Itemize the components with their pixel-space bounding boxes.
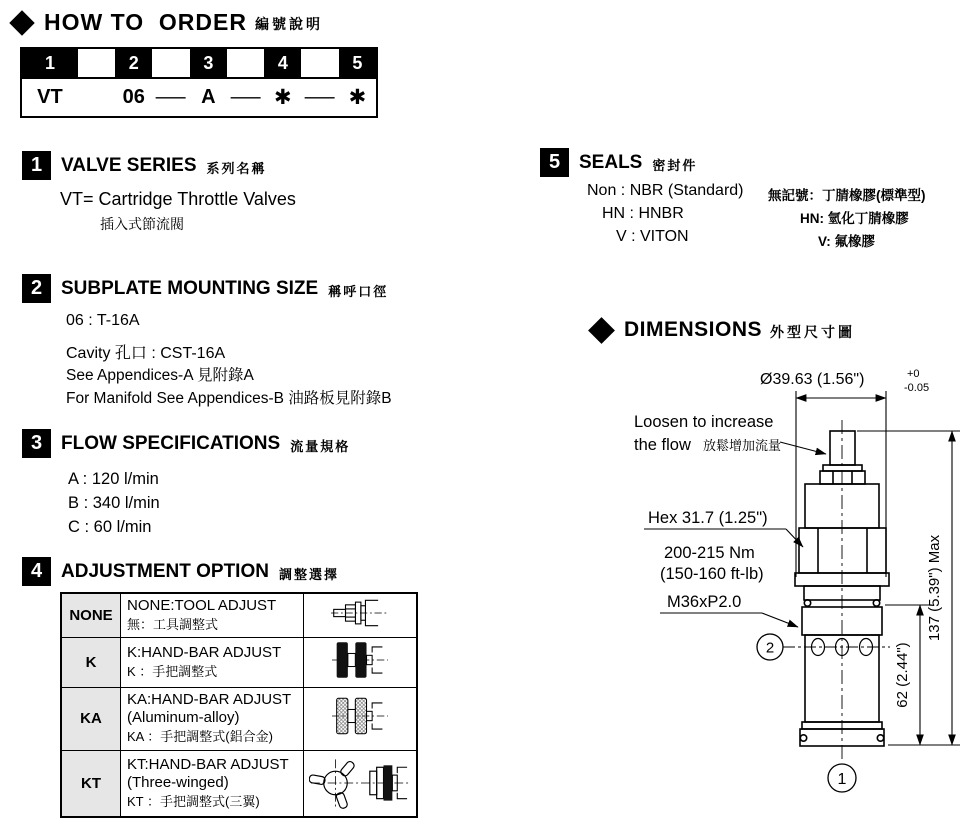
diameter-dimension xyxy=(760,368,929,577)
balloon-2 xyxy=(757,634,783,660)
valve-series-value: VT= Cartridge Throttle Valves xyxy=(60,189,296,209)
loosen-note-line2: the flow xyxy=(634,436,691,454)
loosen-note-line1: Loosen to increase xyxy=(634,413,774,431)
section-number-2: 2 xyxy=(22,274,51,303)
order-code-value-row xyxy=(22,79,376,116)
adjust-desc-line: KA:HAND-BAR ADJUST xyxy=(127,691,292,708)
code-box-4: 4 xyxy=(264,49,301,77)
dimensions-title-zh: 外型尺寸圖 xyxy=(770,323,856,340)
code-separator: — xyxy=(230,86,261,108)
adjust-desc-kt xyxy=(121,750,304,817)
mounting-size-line: 06 : T-16A xyxy=(66,312,140,329)
section-title-zh: 稱呼口徑 xyxy=(328,283,389,299)
adjust-icon-cell xyxy=(304,637,418,687)
code-gap xyxy=(78,79,115,116)
table-row xyxy=(61,637,417,687)
code-value-seal: ✱ xyxy=(348,86,367,109)
code-box-3: 3 xyxy=(190,49,227,77)
table-row xyxy=(61,593,417,637)
diamond-bullet-icon xyxy=(588,317,615,344)
adjust-desc-zh: KT ：手把調整式(三翼) xyxy=(127,793,260,809)
flow-a-line: A : 120 l/min xyxy=(68,470,159,488)
section-number-3: 3 xyxy=(22,429,51,458)
code-value-adjust: ✱ xyxy=(274,86,292,109)
hand-bar-aluminum-knob-icon xyxy=(332,693,388,739)
adjust-code-kt: KT xyxy=(61,750,121,817)
section-title-zh: 密封件 xyxy=(652,157,698,173)
flow-c-line: C : 60 l/min xyxy=(68,518,152,536)
cavity-line: Cavity 孔口 : CST-16A xyxy=(66,345,226,362)
hand-bar-knob-icon xyxy=(332,639,388,681)
dim-insert-length-label: 62 (2.44") xyxy=(894,642,911,708)
code-box-1: 1 xyxy=(22,49,78,77)
how-to-order-header xyxy=(8,9,323,36)
dim-tolerance-plus: +0 xyxy=(907,368,920,380)
section-number-4: 4 xyxy=(22,557,51,586)
torque-label-ftlb: (150-160 ft-lb) xyxy=(660,565,764,583)
seal-option-hnbr-zh: HN: 氫化丁腈橡膠 xyxy=(800,211,909,226)
section-title: FLOW SPECIFICATIONS xyxy=(61,432,281,454)
adjust-desc-k xyxy=(121,637,304,687)
flow-b-line: B : 340 l/min xyxy=(68,494,160,512)
adjust-desc-line: K:HAND-BAR ADJUST xyxy=(127,643,282,661)
balloon-2-number: 2 xyxy=(765,639,775,657)
section-number-5: 5 xyxy=(540,148,569,177)
tool-adjust-icon xyxy=(331,596,389,630)
adjust-desc-none xyxy=(121,593,304,637)
page-title-zh: 編號說明 xyxy=(254,16,323,32)
section-title: SUBPLATE MOUNTING SIZE xyxy=(61,277,319,299)
adjust-desc-ka xyxy=(121,687,304,750)
adjust-desc-line: (Aluminum-alloy) xyxy=(127,709,240,726)
adjust-code-k: K xyxy=(61,637,121,687)
seal-option-nbr: Non : NBR (Standard) xyxy=(587,182,744,199)
section-mounting-size-header xyxy=(22,274,388,303)
section-title: SEALS xyxy=(579,151,643,173)
code-gap xyxy=(301,49,338,77)
section-title-zh: 流量規格 xyxy=(290,438,351,454)
adjust-icon-cell xyxy=(304,687,418,750)
dimensions-header xyxy=(587,318,855,342)
balloon-1-number: 1 xyxy=(837,771,847,788)
code-gap xyxy=(227,49,264,77)
section-title: VALVE SERIES xyxy=(61,154,197,176)
adjust-desc-zh: 無：工具調整式 xyxy=(127,616,219,632)
appendices-b-line: For Manifold See Appendices-B 油路板見附錄B xyxy=(66,390,392,407)
code-box-5: 5 xyxy=(339,49,376,77)
code-box-2: 2 xyxy=(115,49,152,77)
section-title: ADJUSTMENT OPTION xyxy=(61,560,269,582)
adjust-desc-line: (Three-winged) xyxy=(127,773,229,791)
adjust-desc-line: KT:HAND-BAR ADJUST xyxy=(127,755,289,773)
loosen-note xyxy=(634,413,826,454)
valve-dimension-drawing xyxy=(590,350,980,818)
adjust-code-none: NONE xyxy=(61,593,121,637)
three-winged-knob-icon xyxy=(309,752,411,810)
adjust-desc-line: NONE:TOOL ADJUST xyxy=(127,596,277,614)
code-value-flow: A xyxy=(201,86,216,108)
hex-size-label: Hex 31.7 (1.25") xyxy=(648,509,768,527)
table-row xyxy=(61,687,417,750)
seal-option-viton-zh: V: 氟橡膠 xyxy=(818,234,876,249)
dim-tolerance-minus: -0.05 xyxy=(904,382,930,394)
code-value-series: VT xyxy=(37,86,63,108)
section-adjustment-header xyxy=(22,557,339,586)
torque-label-nm: 200-215 Nm xyxy=(664,544,755,562)
section-seals-header xyxy=(540,148,697,177)
thread-note xyxy=(660,593,798,627)
seal-option-hnbr: HN : HNBR xyxy=(602,205,684,222)
adjust-code-ka: KA xyxy=(61,687,121,750)
seal-option-viton: V : VITON xyxy=(616,228,689,245)
section-flow-spec-header xyxy=(22,429,350,458)
dim-overall-height-label: 137 (5.39") Max xyxy=(926,534,943,642)
adjust-desc-zh: KA ：手把調整式(鋁合金) xyxy=(127,729,273,744)
code-gap xyxy=(152,49,189,77)
loosen-note-zh: 放鬆增加流量 xyxy=(703,438,782,453)
adjustment-option-table xyxy=(60,592,418,818)
code-value-size: 06 xyxy=(122,86,145,108)
balloon-1 xyxy=(828,764,856,792)
dim-diameter-label: Ø39.63 (1.56") xyxy=(760,371,865,388)
diamond-bullet-icon xyxy=(9,10,34,35)
appendices-a-line: See Appendices-A 見附錄A xyxy=(66,367,254,384)
section-title-zh: 系列名稱 xyxy=(206,160,267,176)
section-title-zh: 調整選擇 xyxy=(278,566,339,582)
hex-torque-note xyxy=(644,509,803,583)
code-gap xyxy=(78,49,115,77)
valve-series-value-zh: 插入式節流閥 xyxy=(100,216,184,232)
seal-option-nbr-zh: 無記號：丁腈橡膠(標準型) xyxy=(768,188,926,203)
page-title: HOW TO ORDER xyxy=(44,9,247,35)
code-separator: — xyxy=(156,86,187,108)
adjust-desc-zh: K ：手把調整式 xyxy=(127,663,218,679)
section-valve-series-header xyxy=(22,151,267,180)
order-code-number-row xyxy=(22,49,376,79)
table-row xyxy=(61,750,417,817)
adjust-icon-cell xyxy=(304,593,418,637)
code-separator: — xyxy=(305,86,336,108)
thread-label: M36xP2.0 xyxy=(667,593,742,611)
dimensions-title: DIMENSIONS xyxy=(624,318,763,341)
order-code-table xyxy=(20,47,378,118)
adjust-icon-cell xyxy=(304,750,418,817)
section-number-1: 1 xyxy=(22,151,51,180)
